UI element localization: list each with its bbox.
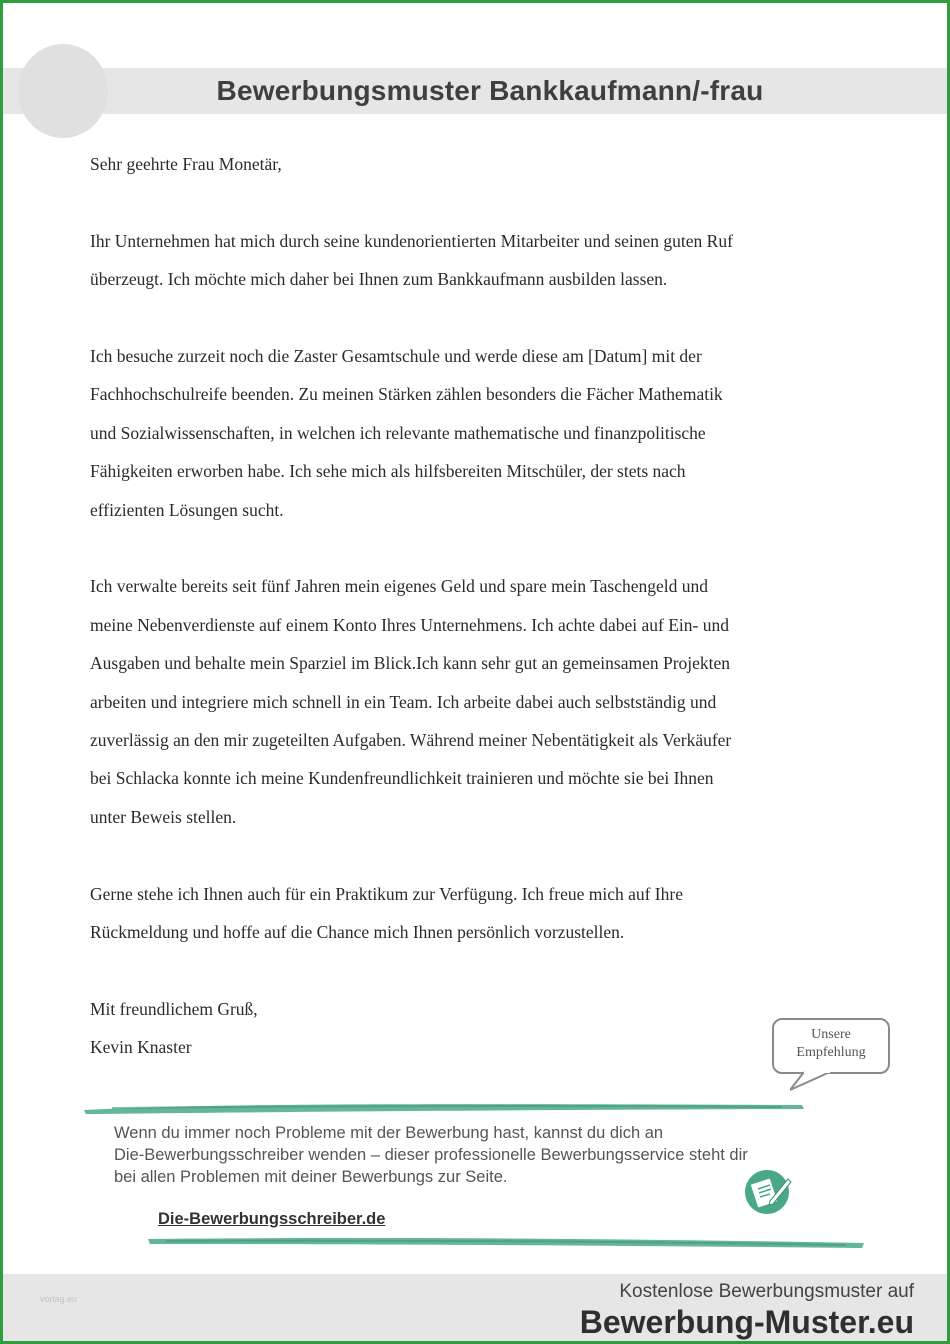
- paragraph-line: unter Beweis stellen.: [90, 806, 237, 827]
- brush-stroke-bottom: [146, 1233, 868, 1251]
- closing: Mit freundlichem Gruß,: [90, 998, 258, 1019]
- paragraph-line: Fachhochschulreife beenden. Zu meinen Stärken zählen besonders die Fächer Mathematik: [90, 384, 723, 405]
- footer-tagline: Kostenlose Bewerbungsmuster auf: [619, 1281, 914, 1302]
- paragraph-line: bei Schlacka konnte ich meine Kundenfreundlichkeit trainieren und möchte sie bei Ihnen: [90, 768, 714, 789]
- promo-line: Die-Bewerbungsschreiber wenden – dieser professionelle Bewerbungsservice steht dir: [114, 1146, 748, 1164]
- paragraph-line: zuverlässig an den mir zugeteilten Aufgaben. Während meiner Nebentätigkeit als Verkäufer: [90, 730, 732, 751]
- header-decor-circle: [18, 44, 108, 138]
- letter-body: [90, 145, 870, 1067]
- signature: Kevin Knaster: [90, 1037, 192, 1058]
- brush-stroke-top: [82, 1100, 807, 1116]
- paragraph-line: Rückmeldung und hoffe auf die Chance mich Ihnen persönlich vorzustellen.: [90, 922, 625, 943]
- paragraph-4: [90, 875, 870, 952]
- paragraph-line: überzeugt. Ich möchte mich daher bei Ihnen zum Bankkaufmann ausbilden lassen.: [90, 269, 668, 290]
- bubble-line-1: Unsere: [811, 1027, 851, 1042]
- promo-line: Wenn du immer noch Probleme mit der Bewerbung hast, kannst du dich an: [114, 1124, 664, 1142]
- paragraph-line: und Sozialwissenschaften, in welchen ich relevante mathematische und finanzpolitische: [90, 422, 706, 443]
- paragraph-line: Gerne stehe ich Ihnen auch für ein Praktikum zur Verfügung. Ich freue mich auf Ihre: [90, 883, 683, 904]
- paragraph-2: [90, 337, 870, 529]
- bewerbungsschreiber-link[interactable]: Die-Bewerbungsschreiber.de: [158, 1210, 386, 1228]
- paragraph-line: Ihr Unternehmen hat mich durch seine kundenorientierten Mitarbeiter und seinen guten Ruf: [90, 230, 733, 251]
- paragraph-line: meine Nebenverdienste auf einem Konto Ihres Unternehmens. Ich achte dabei auf Ein- und: [90, 614, 729, 635]
- page-title: Bewerbungsmuster Bankkaufmann/-frau: [216, 75, 764, 106]
- paragraph-3: [90, 567, 870, 836]
- paragraph-1: [90, 222, 870, 299]
- pen-paper-icon: [744, 1167, 792, 1215]
- recommendation-text: [114, 1122, 854, 1188]
- paragraph-line: Ich verwalte bereits seit fünf Jahren mein eigenes Geld und spare mein Taschengeld und: [90, 576, 709, 597]
- paragraph-line: Ausgaben und behalte mein Sparziel im Blick.Ich kann sehr gut an gemeinsamen Projekten: [90, 653, 731, 674]
- bubble-tail: [790, 1070, 840, 1092]
- promo-line: bei allen Problemen mit deiner Bewerbungs zur Seite.: [114, 1168, 508, 1186]
- footer-watermark: vorlag.eu: [40, 1294, 78, 1304]
- paragraph-line: Fähigkeiten erworben habe. Ich sehe mich als hilfsbereiten Mitschüler, der stets nach: [90, 461, 686, 482]
- bubble-line-2: Empfehlung: [796, 1045, 866, 1060]
- salutation: Sehr geehrte Frau Monetär,: [90, 154, 282, 174]
- footer-brand: Bewerbung-Muster.eu: [579, 1304, 914, 1340]
- recommendation-bubble: [772, 1018, 890, 1074]
- paragraph-line: Ich besuche zurzeit noch die Zaster Gesamtschule und werde diese am [Datum] mit der: [90, 346, 702, 366]
- paragraph-line: arbeiten und integriere mich schnell in ein Team. Ich arbeite dabei auch selbstständig und: [90, 691, 717, 712]
- paragraph-line: effizienten Lösungen sucht.: [90, 499, 284, 520]
